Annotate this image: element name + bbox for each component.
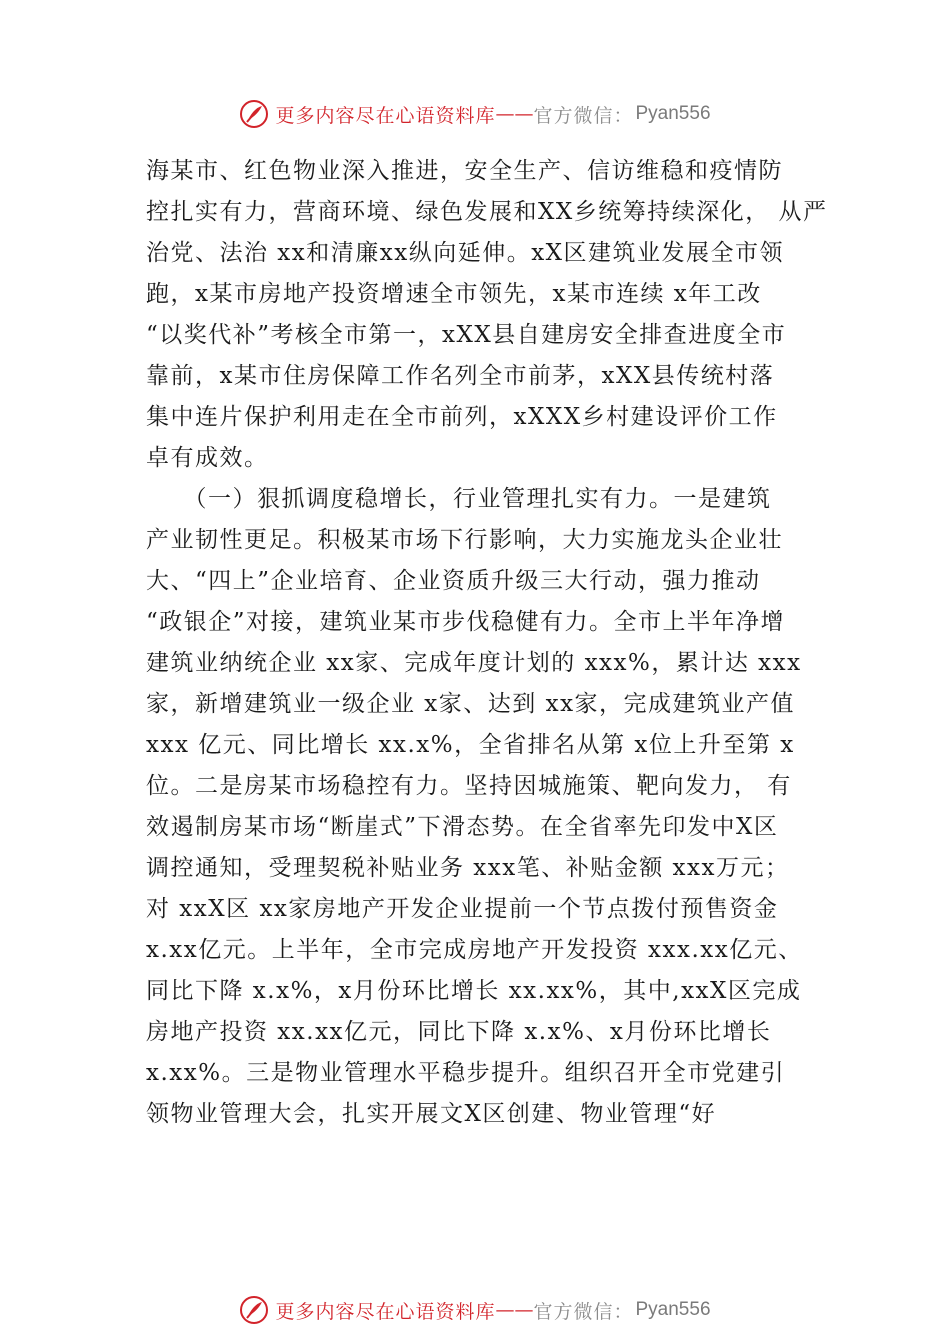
watermark-banner-bottom bbox=[0, 1290, 950, 1330]
quill-logo-icon bbox=[239, 1295, 269, 1325]
watermark-label: 官方微信： bbox=[533, 104, 634, 127]
watermark-dash: —— bbox=[495, 103, 534, 125]
text-line: 靠前，x某市住房保障工作名列全市前茅，xXX县传统村落 bbox=[146, 363, 775, 389]
text-line: 跑，x某市房地产投资增速全市领先，x某市连续 x年工改 bbox=[146, 281, 762, 307]
text-line: x.xx%。三是物业管理水平稳步提升。组织召开全市党建引 bbox=[146, 1060, 786, 1086]
quill-logo-icon bbox=[239, 99, 269, 129]
text-line: 集中连片保护利用走在全市前列，xXXX乡村建设评价工作 bbox=[146, 404, 778, 430]
text-line: 同比下降 x.x%，x月份环比增长 xx.xx%，其中,xxX区完成 bbox=[146, 978, 802, 1004]
text-line: 对 xxX区 xx家房地产开发企业提前一个节点拨付预售资金 bbox=[146, 896, 779, 922]
watermark-id: Pyan556 bbox=[635, 103, 711, 124]
watermark-site: 更多内容尽在心语资料库 bbox=[275, 104, 496, 127]
text-line: 位。二是房某市场稳控有力。坚持因城施策、靶向发力， 有 bbox=[146, 773, 792, 799]
text-line: 效遏制房某市场“断崖式”下滑态势。在全省率先印发中X区 bbox=[146, 814, 779, 840]
text-line: 大、“四上”企业培育、企业资质升级三大行动，强力推动 bbox=[146, 568, 761, 594]
text-line: 海某市、红色物业深入推进，安全生产、信访维稳和疫情防 bbox=[146, 158, 783, 184]
text-line: 调控通知，受理契税补贴业务 xxx笔、补贴金额 xxx万元； bbox=[146, 855, 790, 881]
text-line: 治党、法治 xx和清廉xx纵向延伸。xX区建筑业发展全市领 bbox=[146, 240, 785, 266]
text-line: 控扎实有力，营商环境、绿色发展和XX乡统筹持续深化， 从严 bbox=[146, 199, 828, 225]
text-line: “以奖代补”考核全市第一，xXX县自建房安全排查进度全市 bbox=[146, 322, 787, 348]
watermark-dash: —— bbox=[495, 1299, 534, 1321]
text-line: “政银企”对接，建筑业某市步伐稳健有力。全市上半年净增 bbox=[146, 609, 786, 635]
text-line: 建筑业纳统企业 xx家、完成年度计划的 xxx%，累计达 xxx bbox=[146, 650, 802, 676]
text-line: x.xx亿元。上半年，全市完成房地产开发投资 xxx.xx亿元、 bbox=[146, 937, 803, 963]
text-line: xxx 亿元、同比增长 xx.x%，全省排名从第 x位上升至第 x bbox=[146, 732, 795, 758]
text-line: 家，新增建筑业一级企业 x家、达到 xx家，完成建筑业产值 bbox=[146, 691, 796, 717]
text-line: 产业韧性更足。积极某市场下行影响，大力实施龙头企业壮 bbox=[146, 527, 783, 553]
text-line: 领物业管理大会，扎实开展文X区创建、物业管理“好 bbox=[146, 1101, 717, 1127]
watermark-label: 官方微信： bbox=[533, 1300, 634, 1323]
text-line: 卓有成效。 bbox=[146, 445, 269, 471]
watermark-site: 更多内容尽在心语资料库 bbox=[275, 1300, 496, 1323]
section-heading-line: （一）狠抓调度稳增长，行业管理扎实有力。一是建筑 bbox=[146, 486, 772, 512]
watermark-banner-top bbox=[0, 94, 950, 134]
text-line: 房地产投资 xx.xx亿元，同比下降 x.x%、x月份环比增长 bbox=[146, 1019, 772, 1045]
watermark-id: Pyan556 bbox=[635, 1299, 711, 1320]
